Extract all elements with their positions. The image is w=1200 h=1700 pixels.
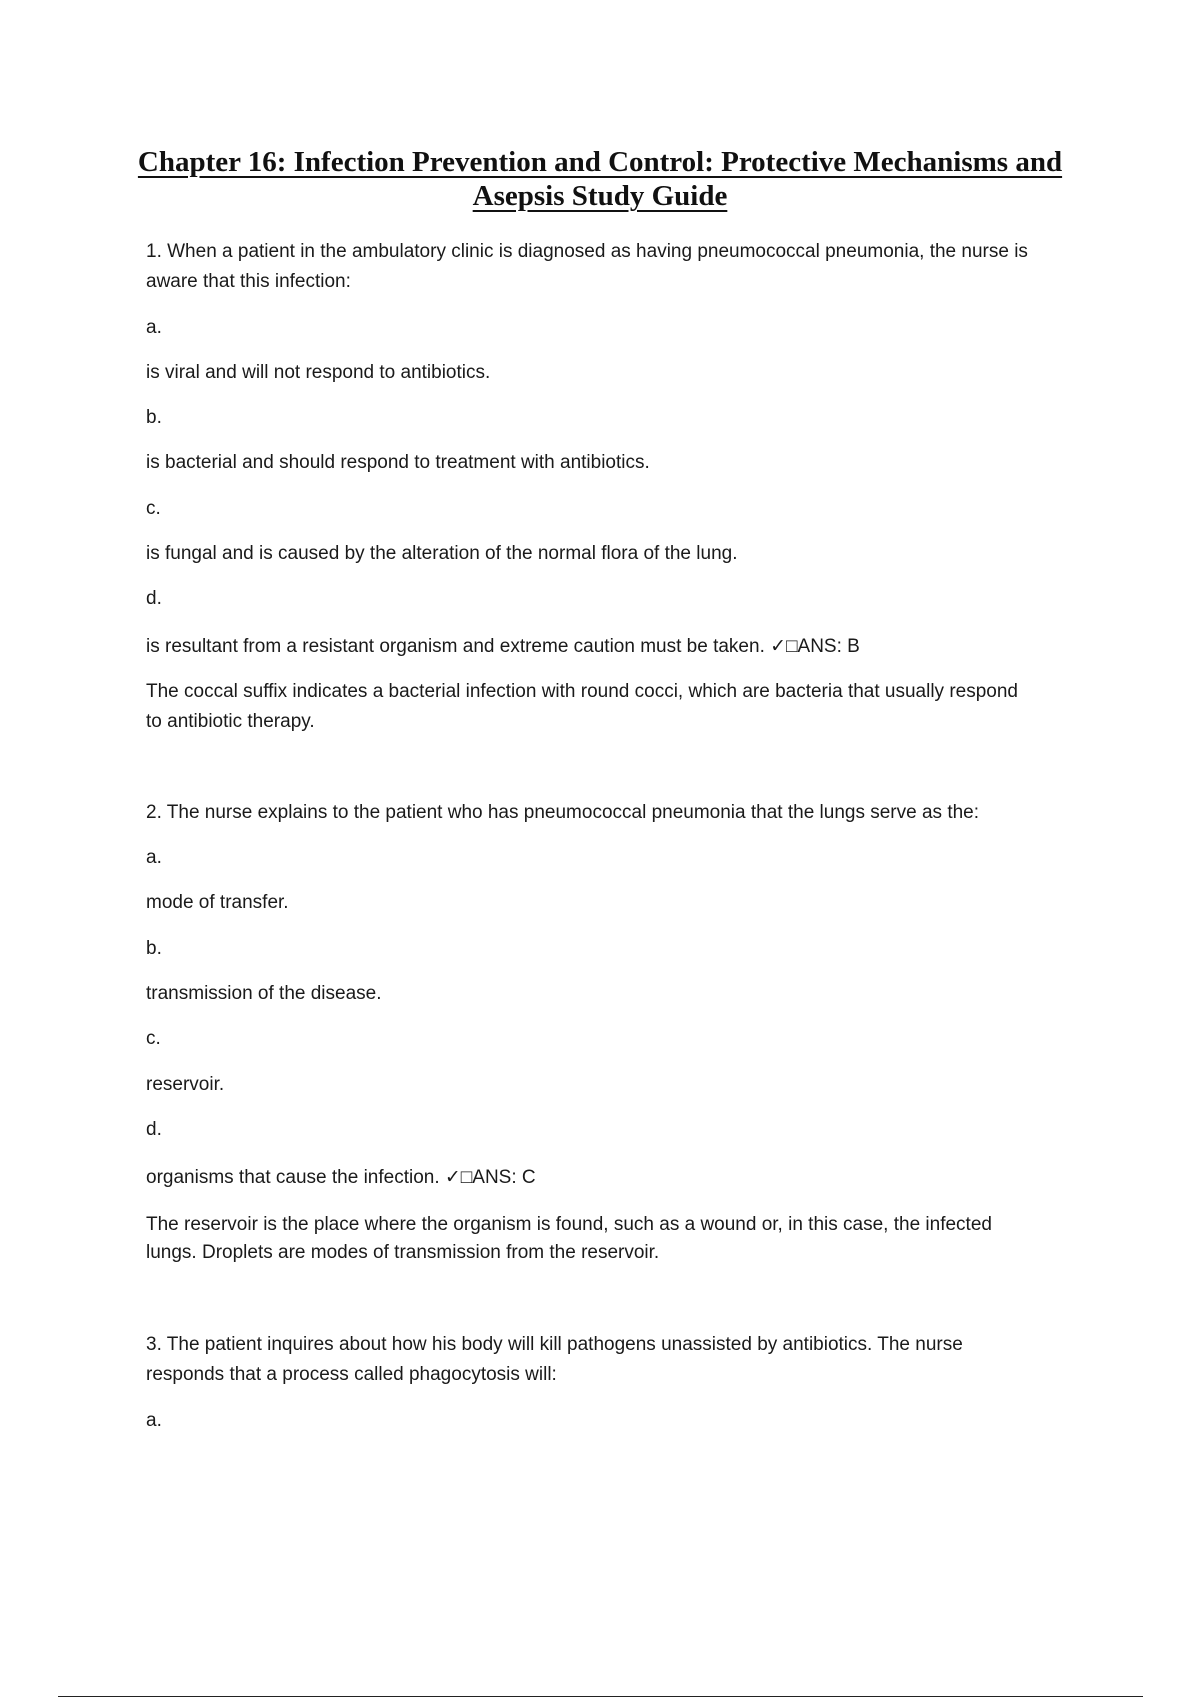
question-1-rationale-line-1: The coccal suffix indicates a bacterial infection with round cocci, which are bacteria that usually respond xyxy=(146,681,1018,702)
document-title-line-2 xyxy=(120,179,1080,213)
question-2-option-c-text: reservoir. xyxy=(146,1074,225,1095)
question-1-option-a-text: is viral and will not respond to antibiotics. xyxy=(146,362,491,383)
question-2-rationale-line-2: lungs. Droplets are modes of transmission from the reservoir. xyxy=(146,1242,660,1263)
question-1-stem-line-1: 1. When a patient in the ambulatory clinic is diagnosed as having pneumococcal pneumonia, the nurse is xyxy=(146,241,1028,262)
question-2-option-b-letter: b. xyxy=(146,938,162,959)
question-3-stem-line-1: 3. The patient inquires about how his body will kill pathogens unassisted by antibiotics. The nurse xyxy=(146,1334,963,1355)
question-2-option-d-text: organisms that cause the infection. ✓□ANS: C xyxy=(146,1167,536,1188)
question-1-stem-line-2: aware that this infection: xyxy=(146,271,351,292)
question-1-option-c-letter: c. xyxy=(146,498,161,519)
title-text-1: Chapter 16: Infection Prevention and Control: Protective Mechanisms and xyxy=(137,146,1063,178)
question-1-option-d-letter: d. xyxy=(146,588,162,609)
question-1-rationale-line-2: to antibiotic therapy. xyxy=(146,711,315,732)
question-2-option-a-text: mode of transfer. xyxy=(146,892,289,913)
question-1-option-a-letter: a. xyxy=(146,317,162,338)
question-2-option-c-letter: c. xyxy=(146,1028,161,1049)
question-1-option-b-text: is bacterial and should respond to treatment with antibiotics. xyxy=(146,452,650,473)
question-2-option-a-letter: a. xyxy=(146,847,162,868)
title-text-2: Asepsis Study Guide xyxy=(472,180,728,212)
question-1-option-d-text: is resultant from a resistant organism and extreme caution must be taken. ✓□ANS: B xyxy=(146,636,860,657)
question-2-stem-line-1: 2. The nurse explains to the patient who has pneumococcal pneumonia that the lungs serve as the: xyxy=(146,802,980,823)
question-3-option-a-letter: a. xyxy=(146,1410,162,1431)
question-1-option-b-letter: b. xyxy=(146,407,162,428)
question-1-option-c-text: is fungal and is caused by the alteration of the normal flora of the lung. xyxy=(146,543,738,564)
page-bottom-divider xyxy=(58,1696,1143,1697)
question-2-option-d-letter: d. xyxy=(146,1119,162,1140)
question-3-stem-line-2: responds that a process called phagocytosis will: xyxy=(146,1364,557,1385)
document-title-line-1 xyxy=(120,145,1080,179)
question-2-rationale-line-1: The reservoir is the place where the organism is found, such as a wound or, in this case, the infected xyxy=(146,1214,992,1235)
question-2-option-b-text: transmission of the disease. xyxy=(146,983,382,1004)
